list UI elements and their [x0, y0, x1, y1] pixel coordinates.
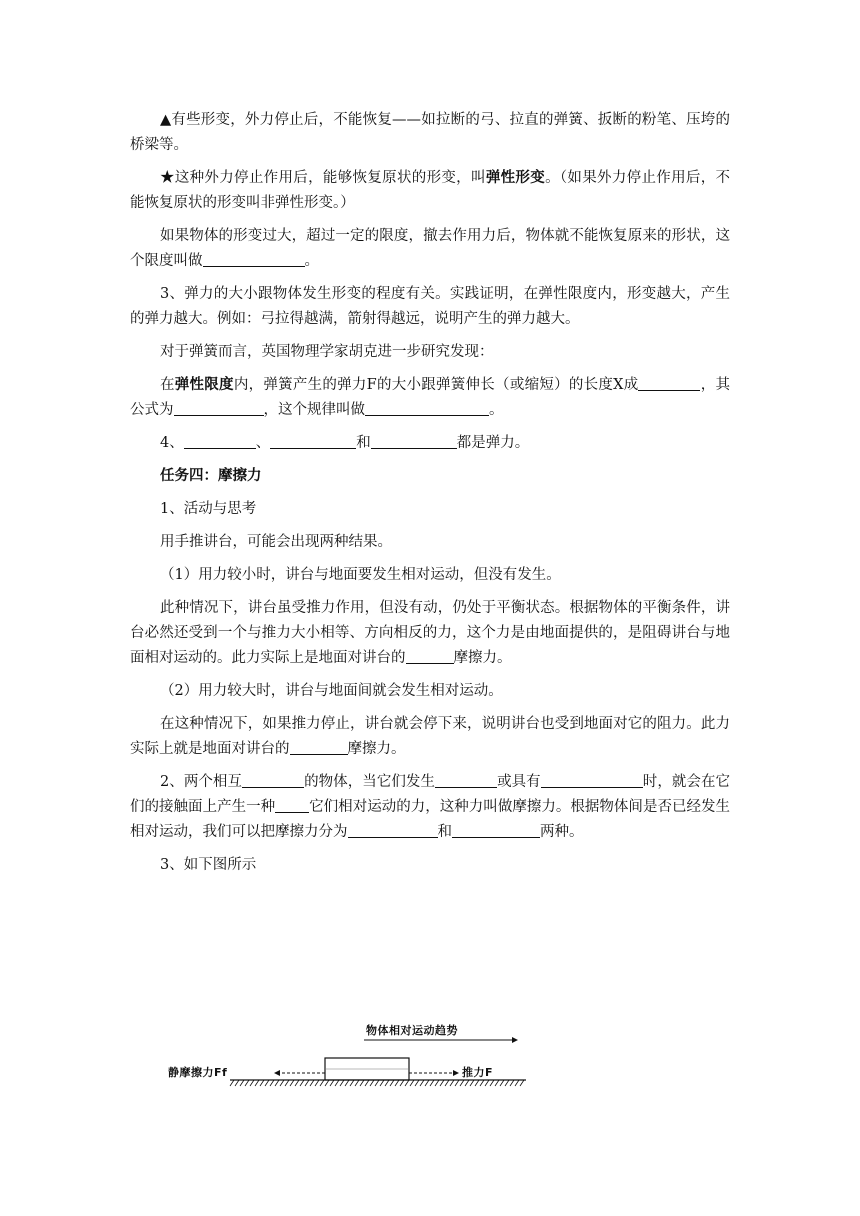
paragraph-case-1: （1）用力较小时，讲台与地面要发生相对运动，但没有发生。 — [160, 567, 561, 583]
trend-arrow — [364, 1037, 518, 1043]
push-force-label: 推力F — [462, 1066, 494, 1079]
paragraph-elastic-forces: 4、 、 和 都是弹力。 — [130, 431, 730, 456]
ground-hatching — [230, 1080, 524, 1086]
fill-blank[interactable] — [365, 399, 489, 416]
term-elastic-limit: 弹性限度 — [174, 377, 234, 393]
paragraph-force-magnitude: 3、弹力的大小跟物体发生形变的程度有关。实践证明，在弹性限度内，形变越大，产生的弹力越大。例如：弓拉得越满，箭射得越远，说明产生的弹力越大。 — [130, 286, 730, 327]
section-heading-friction: 任务四：摩擦力 — [160, 468, 262, 484]
paragraph-elastic-limit: 如果物体的形变过大，超过一定的限度，撤去作用力后，物体就不能恢复原来的形状，这个限度叫做 。 — [130, 228, 730, 269]
paragraph-kinetic-friction: 在这种情况下，如果推力停止，讲台就会停下来，说明讲台也受到地面对它的阻力。此力实际上就是地面对讲台的 摩擦力。 — [130, 716, 730, 757]
fill-blank[interactable] — [406, 647, 454, 664]
paragraph-friction-definition: 2、两个相互 的物体，当它们发生 或具有 时，就会在它们的接触面上产生一种 它们相对运动的力，这种力叫做摩擦力。根据物体间是否已经发生相对运动，我们可以把摩擦力分为 和 两种。 — [130, 770, 730, 845]
fill-blank[interactable] — [203, 250, 305, 267]
fill-blank[interactable] — [270, 432, 356, 449]
fill-blank[interactable] — [638, 374, 700, 391]
fill-blank[interactable] — [541, 771, 643, 788]
fill-blank[interactable] — [348, 821, 438, 838]
static-friction-label: 静摩擦力Ff — [168, 1066, 228, 1079]
fill-blank[interactable] — [184, 432, 256, 449]
diagram-drawing — [168, 1018, 548, 1088]
paragraph-irreversible-deformation: ▲有些形变，外力停止后，不能恢复——如拉断的弓、拉直的弹簧、扳断的粉笔、压垮的桥梁等。 — [130, 112, 730, 153]
paragraph-hooke-intro: 对于弹簧而言，英国物理学家胡克进一步研究发现： — [160, 344, 494, 360]
paragraph-case-2: （2）用力较大时，讲台与地面间就会发生相对运动。 — [160, 683, 503, 699]
friction-arrow — [274, 1070, 325, 1076]
fill-blank[interactable] — [242, 771, 304, 788]
relative-motion-trend-label: 物体相对运动趋势 — [366, 1024, 458, 1037]
paragraph-hooke-law: 在弹性限度内，弹簧产生的弹力F的大小跟弹簧伸长（或缩短）的长度X成 ，其公式为 ，这个规律叫做 。 — [130, 373, 730, 423]
paragraph-static-friction: 此种情况下，讲台虽受推力作用，但没有动，仍处于平衡状态。根据物体的平衡条件，讲台必然还受到一个与推力大小相等、方向相反的力，这个力是由地面提供的，是阻碍讲台与地面相对运动的。此力实际上是地面对讲台的 摩擦力。 — [130, 600, 730, 666]
friction-diagram — [168, 1018, 548, 1088]
document-body — [130, 108, 730, 878]
fill-blank[interactable] — [371, 432, 457, 449]
fill-blank[interactable] — [290, 738, 348, 755]
paragraph-activity: 1、活动与思考 — [160, 501, 257, 517]
term-elastic-deformation: 弹性形变 — [485, 170, 546, 186]
fill-blank[interactable] — [275, 796, 309, 813]
fill-blank[interactable] — [435, 771, 497, 788]
paragraph-figure-intro: 3、如下图所示 — [160, 857, 257, 873]
push-arrow — [409, 1070, 459, 1076]
paragraph-elastic-deformation: ★这种外力停止作用后，能够恢复原状的形变，叫弹性形变。（如果外力停止作用后，不能恢复原状的形变叫非弹性形变。） — [130, 170, 731, 211]
fill-blank[interactable] — [174, 399, 264, 416]
fill-blank[interactable] — [452, 821, 540, 838]
paragraph-push-podium: 用手推讲台，可能会出现两种结果。 — [160, 534, 392, 550]
